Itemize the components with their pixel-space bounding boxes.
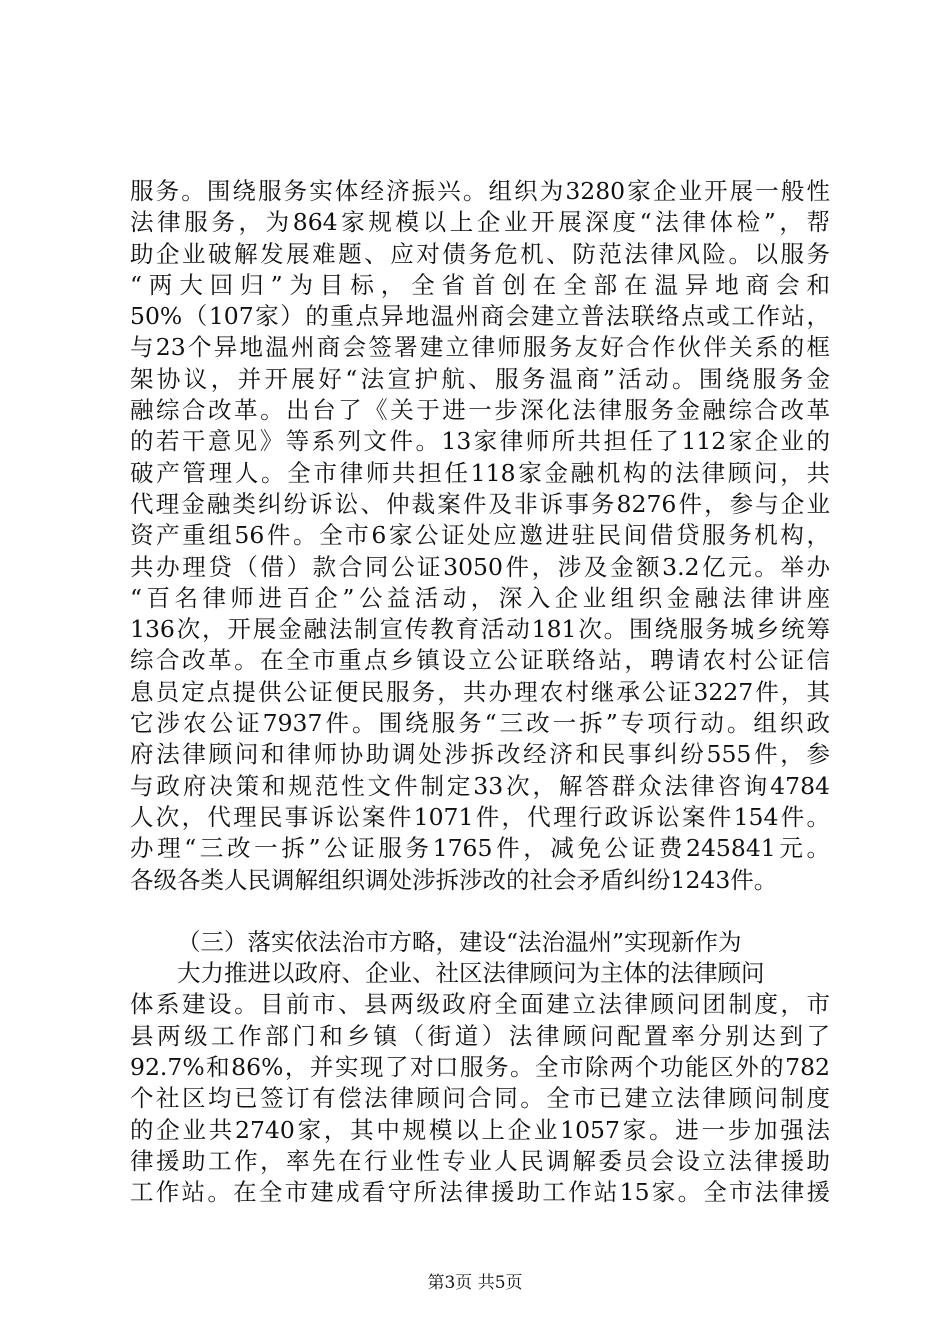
text-line: 办理“三改一拆”公证服务1765件，减免公证费245841元。 [130,834,830,863]
page-number: 第3页 共5页 [427,1273,523,1293]
text-line: 与政府决策和规范性文件制定33次，解答群众法律咨询4784 [130,771,830,800]
text-line: 县两级工作部门和乡镇（街道）法律顾问配置率分别达到了 [130,1021,830,1050]
text-line: 综合改革。在全市重点乡镇设立公证联络站，聘请农村公证信 [130,646,830,675]
text-line: 人次，代理民事诉讼案件1071件，代理行政诉讼案件154件。 [130,802,830,831]
text-line: 92.7%和86%，并实现了对口服务。全市除两个功能区外的782 [130,1053,830,1082]
text-line: 息员定点提供公证便民服务，共办理农村继承公证3227件，其 [130,677,830,706]
text-line: “百名律师进百企”公益活动，深入企业组织金融法律讲座 [130,583,830,612]
text-line: 体系建设。目前市、县两级政府全面建立法律顾问团制度，市 [130,990,830,1019]
section-3 [130,927,830,1209]
text-line: 破产管理人。全市律师共担任118家金融机构的法律顾问，共 [130,458,830,487]
text-line: 与23个异地温州商会签署建立律师服务友好合作伙伴关系的框 [130,333,830,362]
text-line: 大力推进以政府、企业、社区法律顾问为主体的法律顾问 [177,959,765,988]
section-heading: （三）落实依法治市方略，建设“法治温州”实现新作为 [177,927,742,956]
text-line: 架协议，并开展好“法宣护航、服务温商”活动。围绕服务金 [130,364,830,393]
text-line: 它涉农公证7937件。围绕服务“三改一拆”专项行动。组织政 [130,709,830,738]
text-line: 融综合改革。出台了《关于进一步深化法律服务金融综合改革 [130,396,830,425]
text-line: 资产重组56件。全市6家公证处应邀进驻民间借贷服务机构， [130,521,830,550]
text-line: 136次，开展金融法制宣传教育活动181次。围绕服务城乡统筹 [130,615,830,644]
text-line: 个社区均已签订有偿法律顾问合同。全市已建立法律顾问制度 [130,1084,830,1113]
text-line: 府法律顾问和律师协助调处涉拆改经济和民事纠纷555件，参 [130,740,830,769]
text-line: 共办理贷（借）款合同公证3050件，涉及金额3.2亿元。举办 [130,552,830,581]
section-gap [130,896,830,927]
text-line: 服务。围绕服务实体经济振兴。组织为3280家企业开展一般性 [130,177,830,205]
text-line: 的若干意见》等系列文件。13家律师所共担任了112家企业的 [130,427,830,456]
text-line: 的企业共2740家，其中规模以上企业1057家。进一步加强法 [130,1115,830,1144]
text-line: 助企业破解发展难题、应对债务危机、防范法律风险。以服务 [130,239,830,268]
text-line: 50%（107家）的重点异地温州商会建立普法联络点或工作站， [130,302,830,331]
text-line: 法律服务，为864家规模以上企业开展深度“法律体检”，帮 [130,208,830,237]
paragraph-1 [130,176,830,896]
text-line: 各级各类人民调解组织调处涉拆涉改的社会矛盾纠纷1243件。 [130,865,778,894]
text-line: 律援助工作，率先在行业性专业人民调解委员会设立法律援助 [130,1146,830,1175]
document-body [130,176,830,1209]
text-line: 工作站。在全市建成看守所法律援助工作站15家。全市法律援 [130,1178,830,1207]
text-line: 代理金融类纠纷诉讼、仲裁案件及非诉事务8276件，参与企业 [130,489,830,518]
text-line: “两大回归”为目标，全省首创在全部在温异地商会和 [130,270,830,299]
page-footer [0,1272,950,1294]
